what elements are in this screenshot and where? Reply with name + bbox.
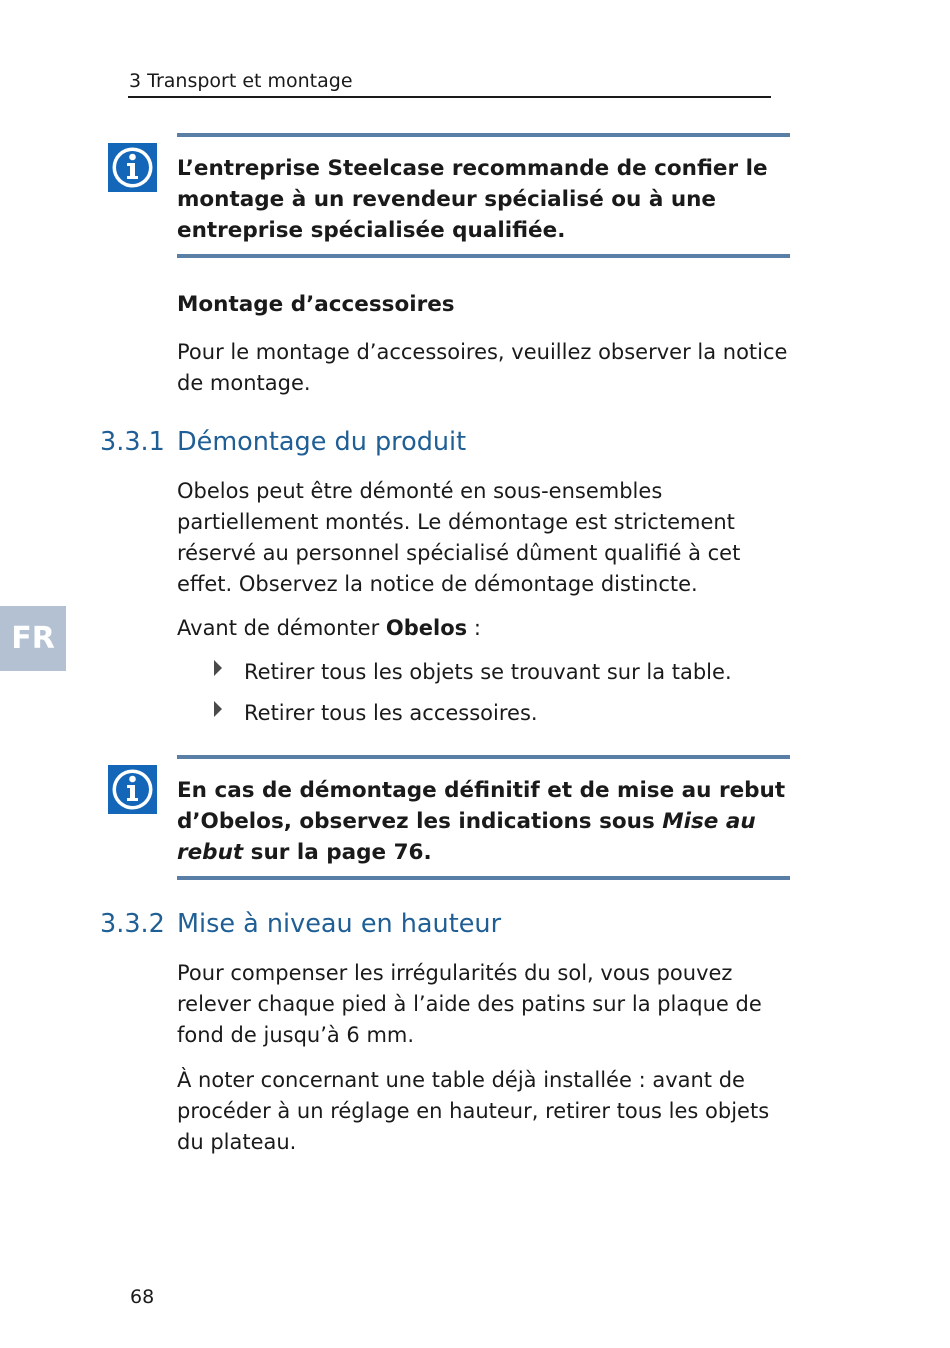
- section-332-paragraph2: À noter concernant une table déjà installée : avant de procéder à un réglage en hauteur, retirer tous les objets du plateau.: [177, 1068, 770, 1154]
- list-item: Retirer tous les objets se trouvant sur la table.: [244, 660, 732, 684]
- section-331-paragraph: Obelos peut être démonté en sous-ensembles partiellement montés. Le démontage est strictement réservé au personnel spécialisé dûment qualifié à cet effet. Observez la notice de démontage distincte.: [177, 479, 741, 596]
- info-icon: [108, 765, 157, 814]
- language-tab: FR: [0, 606, 66, 671]
- note2-reference: Mise au rebut: [177, 809, 756, 865]
- section-332-paragraph1: Pour compenser les irrégularités du sol, vous pouvez relever chaque pied à l’aide des patins sur la plaque de fond de jusqu’à 6 mm.: [177, 961, 762, 1047]
- section-331-title: Démontage du produit: [177, 427, 467, 457]
- section-332-title: Mise à niveau en hauteur: [177, 909, 502, 939]
- bullet-arrow-icon: [214, 701, 222, 717]
- note1-text: L’entreprise Steelcase recommande de confier le montage à un revendeur spécialisé ou à une entreprise spécialisée qualifiée.: [177, 156, 768, 243]
- section-332-number: 3.3.2: [100, 909, 165, 939]
- section-331-intro: [177, 613, 797, 644]
- accessories-body: Pour le montage d’accessoires, veuillez observer la notice de montage.: [177, 340, 788, 395]
- note2-text: [177, 775, 797, 868]
- note2-bottom-rule: [177, 876, 790, 880]
- info-icon: [108, 143, 157, 192]
- header-rule: [128, 96, 771, 98]
- running-header: 3 Transport et montage: [129, 70, 353, 92]
- note2-top-rule: [177, 755, 790, 759]
- note2-text-before: En cas de démontage définitif et de mise au rebut d’Obelos, observez les indications sous: [177, 778, 786, 834]
- intro-product-name: Obelos: [385, 616, 468, 640]
- page-number: 68: [130, 1286, 155, 1308]
- note2-text-after: sur la page 76.: [243, 840, 432, 865]
- bullet-arrow-icon: [214, 660, 222, 676]
- note1-top-rule: [177, 133, 790, 137]
- accessories-heading: Montage d’accessoires: [177, 292, 455, 317]
- note1-bottom-rule: [177, 254, 790, 258]
- list-item: Retirer tous les accessoires.: [244, 701, 538, 725]
- intro-prefix: Avant de démonter: [177, 616, 386, 640]
- intro-suffix: :: [467, 616, 481, 640]
- section-331-number: 3.3.1: [100, 427, 165, 457]
